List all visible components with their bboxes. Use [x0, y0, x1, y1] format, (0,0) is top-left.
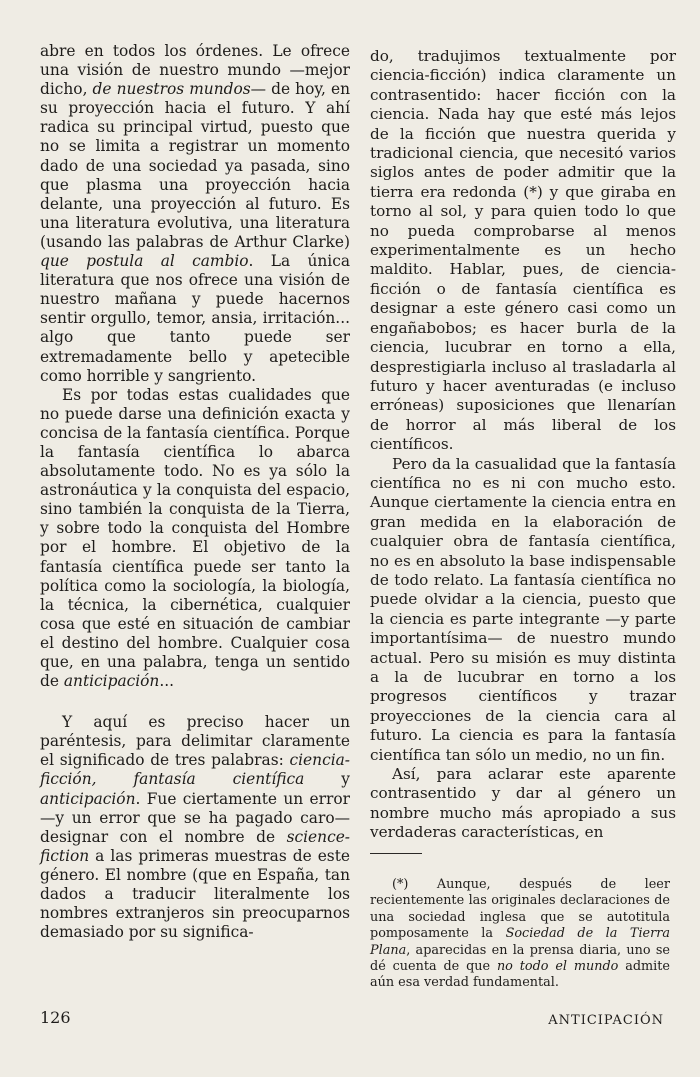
footnote-text: (*) Aunque, después de leer recientemente las originales declaraciones de una sociedad inglesa que se autotitula pomposamente la Sociedad de la Tierra Plana, aparecidas en la prensa diaria, uno se dé cuenta de que no todo el mundo admite aún esa verdad fundamental.: [370, 877, 670, 991]
paragraph: abre en todos los órdenes. Le ofrece una visión de nuestro mundo —mejor dicho, de nuestros mundos— de hoy, en su proyección hacia el futuro. Y ahí radica su principal virtud, puesto que no se limita a registrar un momento dado de una sociedad ya pasada, sino que plasma una proyección hacia delante, una proyección al futuro. Es una literatura evolutiva, una literatura (usando las palabras de Arthur Clarke) que postula al cambio. La única literatura que nos ofrece una visión de nuestro mañana y puede hacernos sentir orgullo, temor, ansia, irritación... algo que tanto puede ser extremadamente bello y apetecible como horrible y sangriento.: [40, 42, 350, 385]
paragraph: Pero da la casualidad que la fantasía científica no es ni con mucho esto. Aunque ciertamente la ciencia entra en gran medida en la elaboración de cualquier obra de fantasía científica, no es en absoluto la base indispensable de todo relato. La fantasía científica no puede olvidar a la ciencia, puesto que la ciencia es parte integrante —y parte importantísima— de nuestro mundo actual. Pero su misión es muy distinta a la de lucubrar en torno a los progresos científicos y trazar proyecciones de la ciencia cara al futuro. La ciencia es para la fantasía científica tan sólo un medio, no un fin.: [370, 454, 676, 764]
paragraph: Y aquí es preciso hacer un paréntesis, para delimitar claramente el significado de tres palabras: ciencia-ficción, fantasía científica y anticipación. Fue ciertamente un error —y un error que se ha pagado caro— designar con el nombre de science-fiction a las primeras muestras de este género. El nombre (que en España, tan dados a traducir literalmente los nombres extranjeros sin preocuparnos demasiado por su significa-: [40, 713, 350, 942]
paragraph: Así, para aclarar este aparente contrasentido y dar al género un nombre mucho más apropiado a sus verdaderas características, en: [370, 765, 676, 842]
left-column: [40, 42, 350, 942]
page-number: 126: [40, 1008, 71, 1027]
paragraph: do, tradujimos textualmente por ciencia-ficción) indica claramente un contrasentido: hacer ficción con la ciencia. Nada hay que esté más lejos de la ficción que nuestra querida y tradicional ciencia, que necesitó varios siglos antes de poder admitir que la tierra era redonda (*) y que giraba en torno al sol, y para quien todo lo que no pueda comprobarse al menos experimentalmente es un hecho maldito. Hablar, pues, de ciencia-ficción o de fantasía científica es designar a este género casi como un engañabobos; es hacer burla de la ciencia, lucubrar en torno a ella, desprestigiarla incluso al trasladarla al futuro y hacer aventuradas (e incluso erróneas) suposiciones que llenarían de horror al más liberal de los científicos.: [370, 47, 676, 454]
paragraph: Es por todas estas cualidades que no puede darse una definición exacta y concisa de la fantasía científica. Porque la fantasía científica lo abarca absolutamente todo. No es ya sólo la astronáutica y la conquista del espacio, sino también la conquista de la Tierra, y sobre todo la conquista del Hombre por el hombre. El objetivo de la fantasía científica puede ser tanto la política como la sociología, la biología, la técnica, la cibernética, cualquier cosa que esté en situación de cambiar el destino del hombre. Cualquier cosa que, en una palabra, tenga un sentido de anticipación...: [40, 385, 350, 691]
right-column: [370, 47, 676, 843]
running-head: ANTICIPACIÓN: [548, 1013, 664, 1028]
footnote-divider: [370, 853, 422, 854]
footnote: [370, 877, 670, 992]
